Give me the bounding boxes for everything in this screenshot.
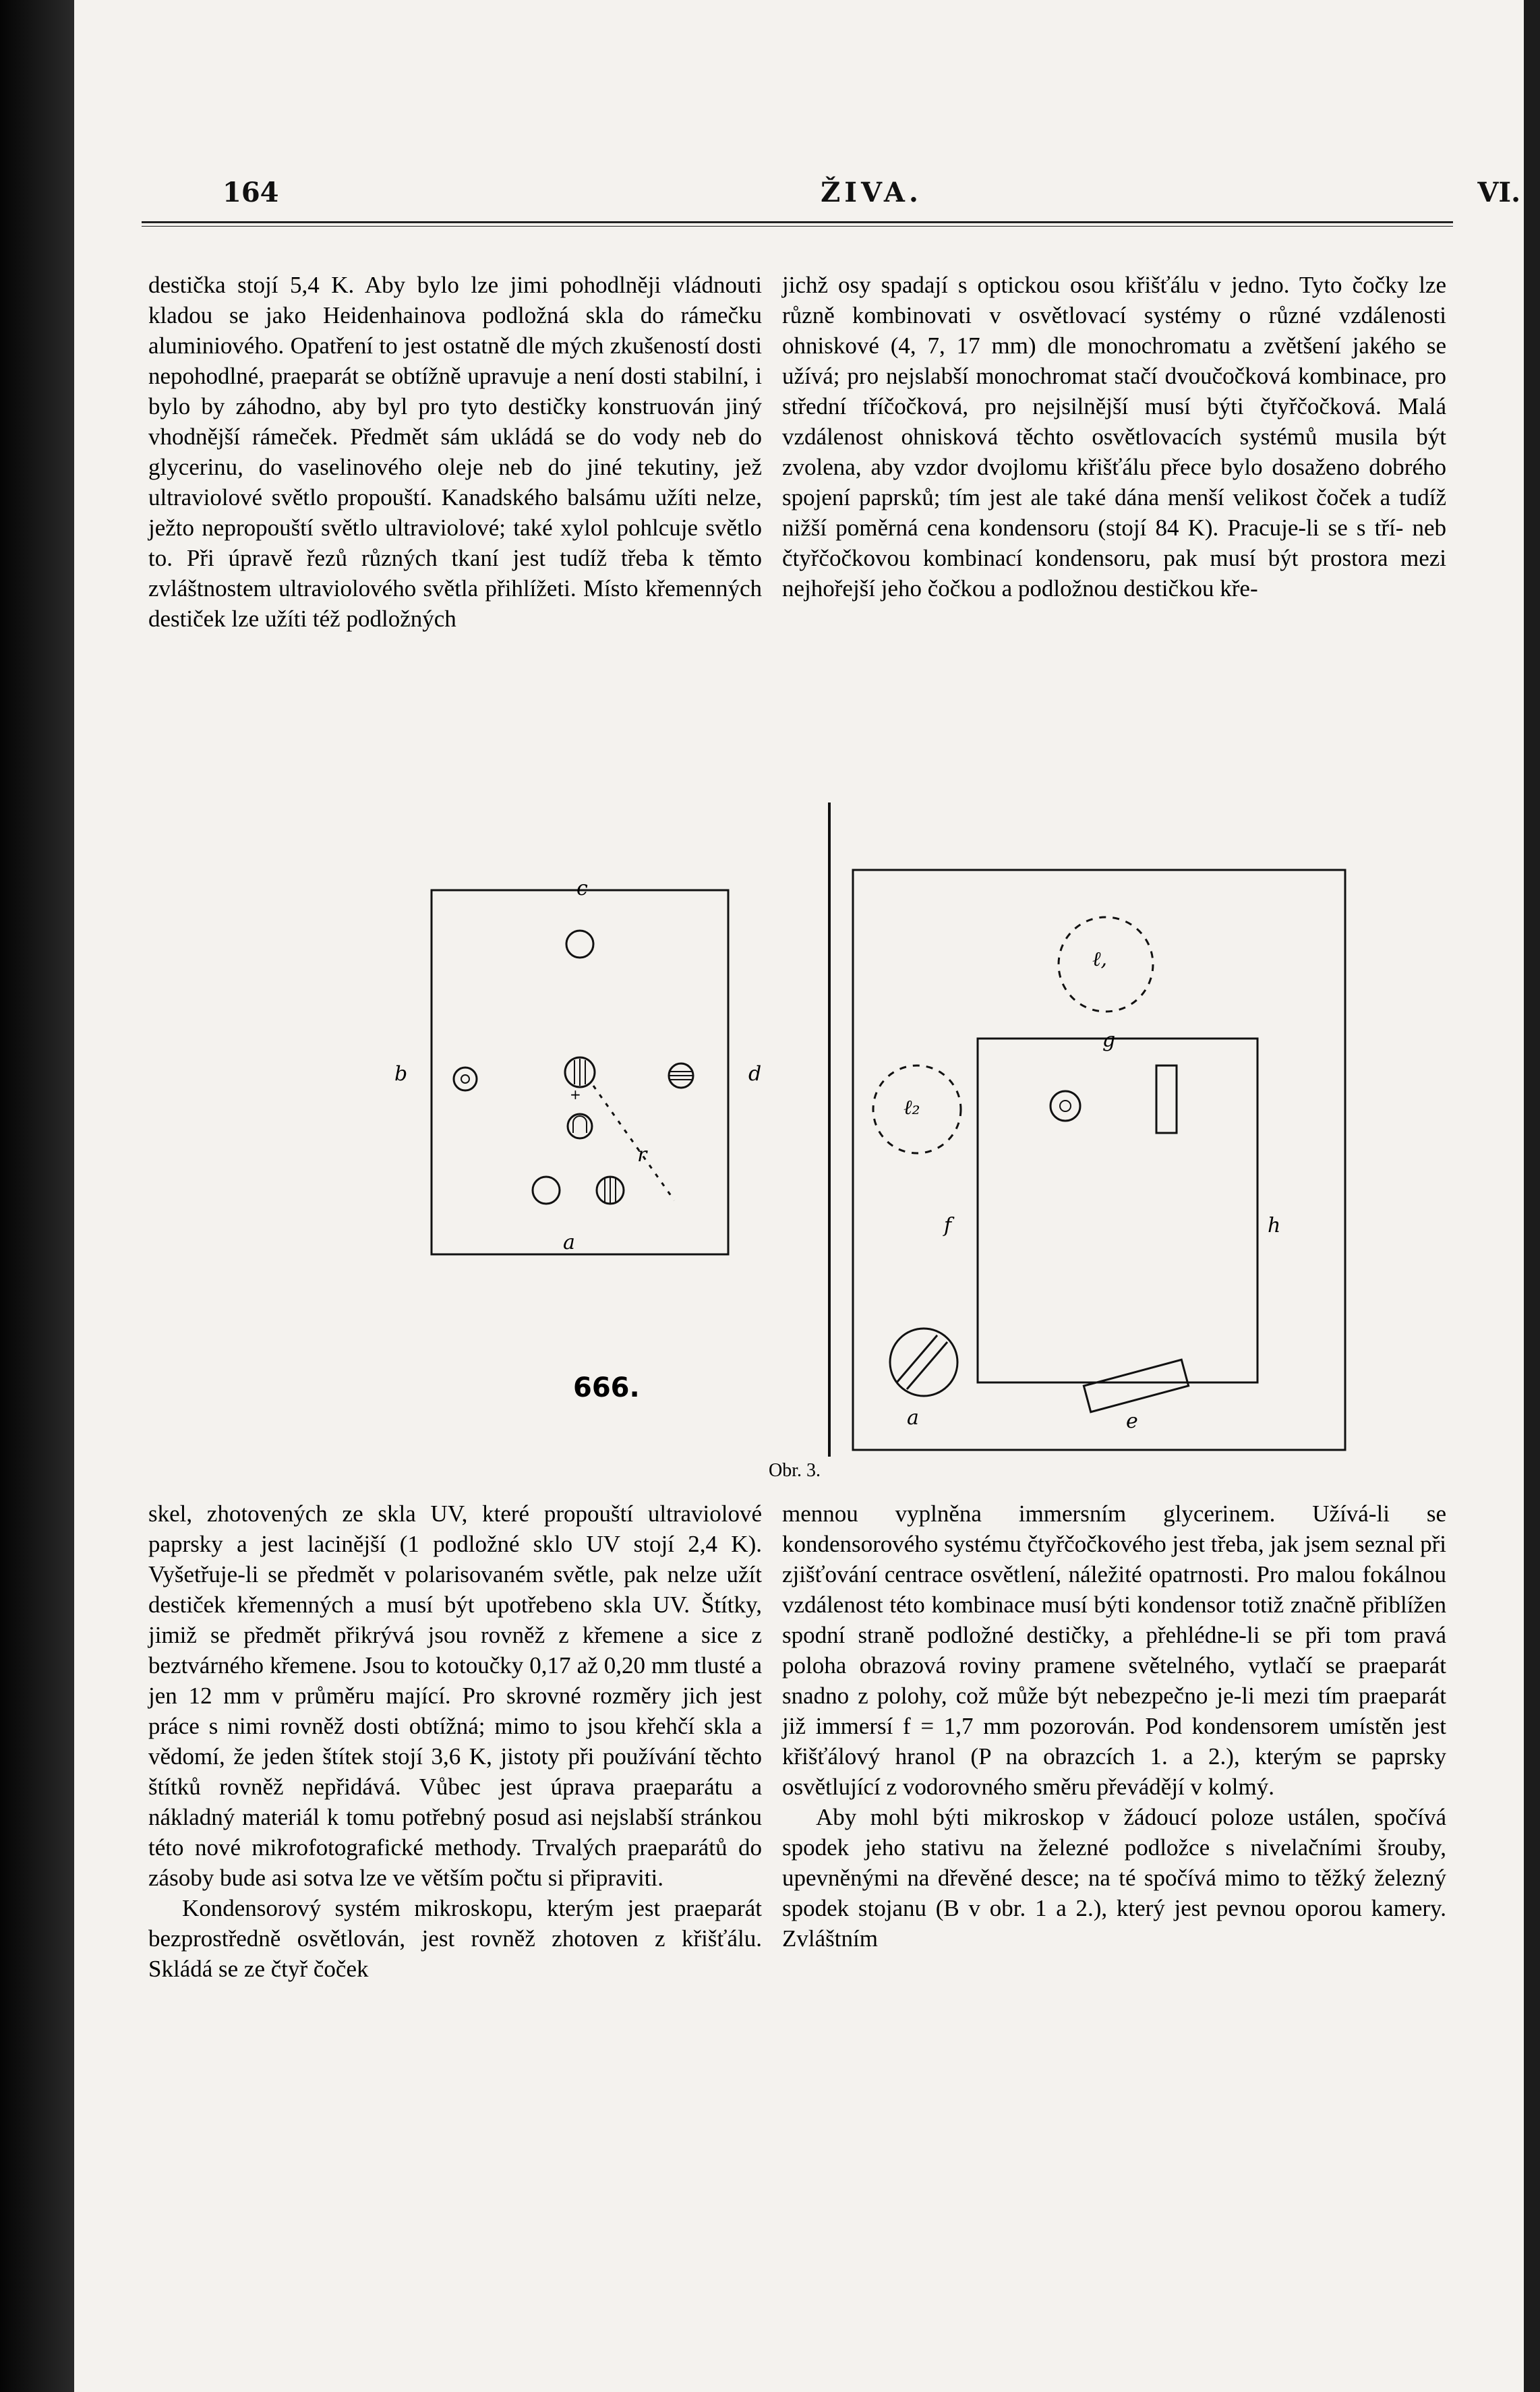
label-a: a: [563, 1231, 575, 1254]
paragraph: Kondensorový systém mikroskopu, kterým jest praeparát bezprostředně osvětlován, jest rovněž zhotoven z křišťálu. Skládá se ze čtyř čoček: [148, 1895, 762, 1982]
label-b: b: [394, 1062, 408, 1086]
scan-left-edge: [0, 0, 74, 2392]
figure-number-666: 666.: [573, 1372, 640, 1403]
circle-c: [566, 931, 593, 958]
label-h: h: [1268, 1214, 1281, 1237]
objective-b: [454, 1068, 477, 1090]
paragraph: Aby mohl býti mikroskop v žádoucí poloze ustálen, spočívá spodek jeho stativu na železné podložce s nivelačními šrouby, upevněnými na dřevěné desce; na té spočívá mimo to těžký železný spodek stojanu (B v obr. 1 a 2.), který jest pevnou oporou kamery. Zvláštním: [782, 1804, 1446, 1952]
circle-a-left: [533, 1177, 560, 1204]
objective-b-inner: [461, 1075, 469, 1083]
figure-drawing: [351, 796, 1362, 1490]
page-number: 164: [223, 177, 279, 208]
label-f: f: [944, 1214, 952, 1237]
paragraph: skel, zhotovených ze skla UV, které propouští ultraviolové paprsky a jest lacinější (1 podložné sklo UV stojí 2,4 K). Vyšetřuje-li se předmět v polarisovaném světle, pak nelze užít destiček křemenných a musí být upotřebeno skla UV. Štítky, jimiž se předmět přikrývá jsou rovněž z křemene a sice z beztvárného křemene. Jsou to kotoučky 0,17 až 0,20 mm tlusté a jen 12 mm v průměru mající. Pro skrovné rozměry jich jest práce s nimi rovněž dosti obtížná; mimo to jsou křehčí skla a vědomí, že jeden štítek stojí 3,6 K, jistoty při používání těchto štítků rovněž nepřidává. Vůbec jest úprava praeparátu a nákladný materiál k tomu potřebný posud asi nejslabší stránkou této nové mikrofotografické methody. Trvalých praeparátů do zásoby bude asi sotva lze ve větším počtu si připraviti.: [148, 1500, 762, 1891]
label-e: e: [1126, 1409, 1138, 1433]
text-column-bottom-right: [782, 1498, 1446, 1954]
header-rule-thin: [142, 226, 1453, 227]
figure-3: [351, 796, 1362, 1490]
header-rule: [142, 221, 1453, 223]
label-c: c: [576, 877, 588, 900]
text-column-top-left: [148, 270, 762, 634]
volume-number: VI.: [1477, 177, 1520, 208]
running-head: [223, 177, 1520, 217]
label-l2: ℓ₂: [904, 1096, 920, 1119]
text-column-bottom-left: [148, 1498, 762, 1984]
paragraph: mennou vyplněna immersním glycerinem. Užívá-li se kondensorového systému čtyřčočkového jest třeba, jak jsem seznal při zjišťování centrace osvětlení, náležité opatrnosti. Pro malou fokálnou vzdálenost této kombinace musí býti kondensor totiž značně přiblížen spodní straně podložné destičky, a přehlédne-li se při tom pravá poloha obrazová roviny pramene světelného, vytlačí se praeparát snadno z polohy, což může být nebezpečno je-li mezi tím praeparát již immersí f = 1,7 mm pozorován. Pod kondensorem umístěn jest křišťálový hranol (P na obrazcích 1. a 2.), kterým se paprsky osvětlující z vodorovného směru převádějí v kolmý.: [782, 1500, 1446, 1800]
right-inner-frame: [978, 1039, 1257, 1382]
label-l1: ℓ,: [1092, 947, 1108, 971]
label-a-right: a: [907, 1406, 919, 1430]
prism-circle: [890, 1329, 957, 1396]
paragraph: jichž osy spadají s optickou osou křišťálu v jedno. Tyto čočky lze různě kombinovati v osvětlovací systémy o různé vzdálenosti ohniskové (4, 7, 17 mm) dle monochromatu a zvětšení jakého se užívá; pro nejslabší monochromat stačí dvoučočková kombinace, pro střední tříčočková, pro nejsilnější musí býti čtyřčočková. Malá vzdálenost ohnisková těchto osvětlovacích systémů musila být zvolena, aby vzdor dvojlomu křišťálu přece bylo dosaženo dobrého spojení paprsků; tím jest ale také dána menší velikost čoček a tudíž nižší poměrná cena kondensoru (stojí 84 K). Pracuje-li se s tří- neb čtyřčočkovou kombinací kondensoru, pak musí být prostora mezi nejhořejší jeho čočkou a podložnou destičkou kře-: [782, 272, 1446, 602]
objective-arch: [568, 1114, 592, 1138]
label-r: r: [637, 1143, 647, 1167]
paragraph: destička stojí 5,4 K. Aby bylo lze jimi pohodlněji vládnouti kladou se jako Heidenhainova podložná skla do rámečku aluminiového. Opatření to jest ostatně dle mých zkušeností dosti nepohodlné, praeparát se obtížně upravuje a není dosti stabilní, i bylo by záhodno, aby byl pro tyto destičky konstruován jiný vhodnější rámeček. Předmět sám ukládá se do vody neb do glycerinu, do vaselinového oleje neb do jiné tekutiny, jež ultraviolové světlo propouští. Kanadského balsámu užíti nelze, ježto nepropouští světlo ultraviolové; také xylol pohlcuje světlo to. Při úpravě řezů různých tkaní jest tudíž třeba k těmto zvláštnostem ultraviolového světla přihlížeti. Místo křemenných destiček lze užíti též podložných: [148, 272, 762, 632]
figure-caption: Obr. 3.: [769, 1460, 821, 1481]
label-g: g: [1102, 1028, 1116, 1052]
objective-right: [1050, 1091, 1080, 1121]
journal-title: ŽIVA.: [821, 177, 922, 208]
svg-text:+: +: [570, 1086, 581, 1103]
rect-vertical: [1156, 1066, 1177, 1133]
rect-tilted: [1084, 1360, 1188, 1411]
label-d: d: [748, 1062, 762, 1086]
text-column-top-right: [782, 270, 1446, 604]
